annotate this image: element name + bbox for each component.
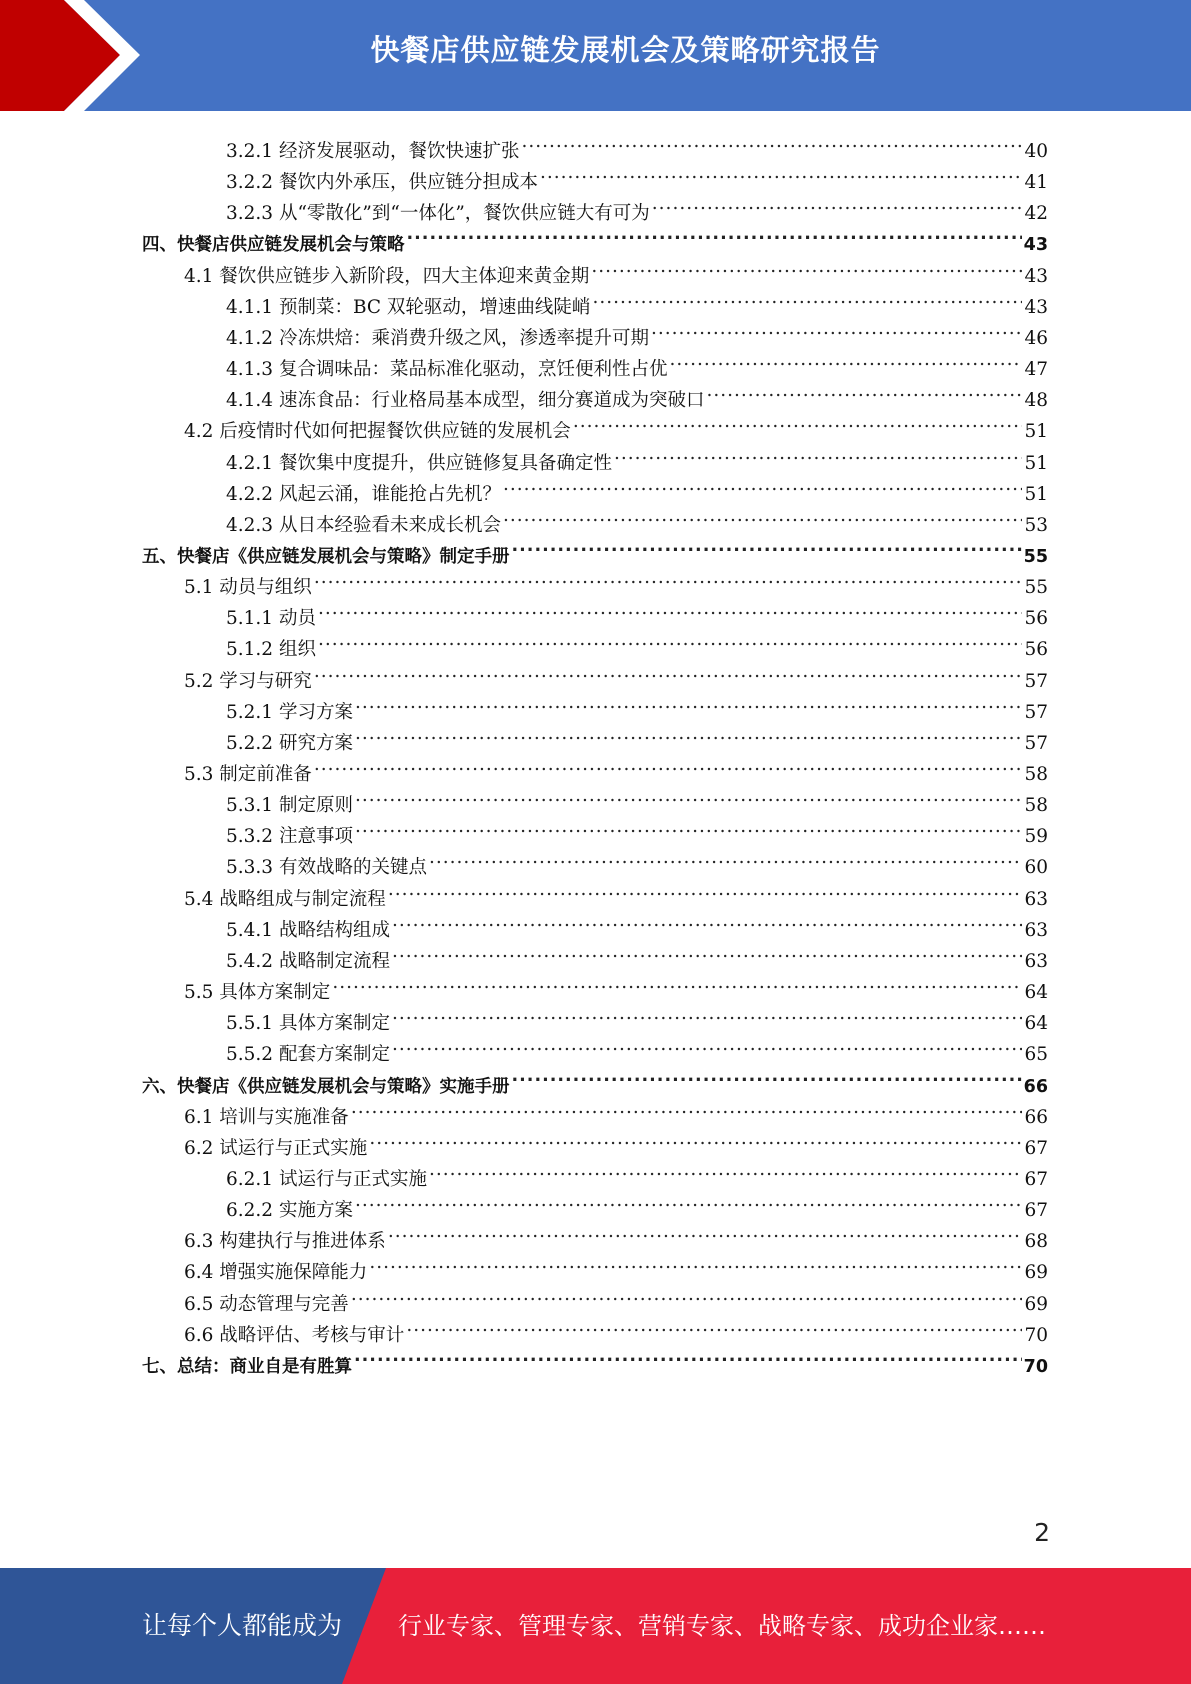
dot-leader bbox=[503, 500, 1022, 531]
dot-leader bbox=[429, 1154, 1022, 1185]
dot-leader bbox=[512, 1061, 1022, 1092]
toc-entry[interactable] bbox=[184, 1247, 1048, 1284]
dot-leader bbox=[406, 1310, 1022, 1341]
toc-entry-label: 4.2 后疫情时代如何把握餐饮供应链的发展机会 bbox=[184, 421, 571, 443]
toc-entry-page: 63 bbox=[1024, 950, 1048, 972]
toc-entry-label: 五、快餐店《供应链发展机会与策略》制定手册 bbox=[142, 546, 510, 567]
toc-entry-page: 58 bbox=[1024, 764, 1048, 785]
toc-entry-page: 70 bbox=[1023, 1356, 1048, 1377]
toc-entry-label: 6.2.2 实施方案 bbox=[226, 1200, 353, 1222]
dot-leader bbox=[512, 531, 1022, 562]
dot-leader bbox=[351, 1092, 1023, 1123]
toc-entry-page: 43 bbox=[1024, 296, 1048, 318]
toc-entry-page: 51 bbox=[1024, 452, 1048, 474]
dot-leader bbox=[669, 344, 1022, 375]
toc-entry-page: 67 bbox=[1024, 1168, 1048, 1190]
dot-leader bbox=[429, 842, 1022, 873]
toc-entry-page: 55 bbox=[1023, 546, 1048, 567]
toc-entry[interactable] bbox=[226, 282, 1048, 318]
toc-entry-page: 63 bbox=[1024, 888, 1048, 910]
page-number: 2 bbox=[1034, 1518, 1050, 1547]
toc-entry-label: 4.1.1 预制菜：BC 双轮驱动，增速曲线陡峭 bbox=[226, 296, 591, 318]
toc-entry-label: 3.2.1 经济发展驱动，餐饮快速扩张 bbox=[226, 141, 520, 162]
dot-leader bbox=[354, 1341, 1022, 1372]
toc-entry-page: 67 bbox=[1024, 1200, 1048, 1222]
toc-entry[interactable] bbox=[226, 157, 1048, 194]
toc-entry-label: 5.4.1 战略结构组成 bbox=[226, 919, 390, 941]
toc-entry-label: 5.1 动员与组织 bbox=[184, 577, 312, 599]
toc-entry-page: 67 bbox=[1024, 1137, 1048, 1159]
dot-leader bbox=[355, 780, 1023, 811]
toc-entry[interactable] bbox=[184, 1310, 1048, 1346]
dot-leader bbox=[388, 1216, 1023, 1247]
toc-entry[interactable] bbox=[226, 375, 1048, 412]
toc-entry-page: 47 bbox=[1024, 359, 1048, 381]
footer-slogan-right: 行业专家、管理专家、营销专家、战略专家、成功企业家…… bbox=[398, 1612, 1046, 1640]
toc-entry-label: 5.4.2 战略制定流程 bbox=[226, 950, 390, 972]
toc-entry-page: 56 bbox=[1024, 639, 1048, 661]
toc-entry-label: 4.1.3 复合调味品：菜品标准化驱动，烹饪便利性占优 bbox=[226, 359, 668, 381]
dot-leader bbox=[521, 126, 1022, 157]
toc-entry[interactable] bbox=[226, 126, 1048, 162]
toc-entry-page: 69 bbox=[1024, 1293, 1048, 1315]
toc-entry[interactable] bbox=[142, 1061, 1048, 1097]
toc-entry[interactable] bbox=[142, 1341, 1048, 1377]
dot-leader bbox=[614, 438, 1022, 469]
toc-entry-page: 64 bbox=[1024, 982, 1048, 1004]
toc-entry-page: 51 bbox=[1024, 483, 1048, 505]
toc-entry-label: 5.1.2 组织 bbox=[226, 639, 316, 661]
toc-entry-page: 46 bbox=[1024, 327, 1048, 349]
toc-entry-page: 64 bbox=[1024, 1013, 1048, 1035]
toc-entry-label: 5.4 战略组成与制定流程 bbox=[184, 888, 386, 910]
toc-entry-label: 5.2 学习与研究 bbox=[184, 670, 312, 692]
toc-entry-label: 5.3.1 制定原则 bbox=[226, 795, 353, 817]
dot-leader bbox=[651, 313, 1022, 344]
toc-entry-label: 4.2.3 从日本经验看未来成长机会 bbox=[226, 514, 501, 536]
toc-entry-label: 6.1 培训与实施准备 bbox=[184, 1106, 349, 1128]
toc-entry-label: 4.2.1 餐饮集中度提升，供应链修复具备确定性 bbox=[226, 452, 612, 474]
toc-entry-label: 4.1 餐饮供应链步入新阶段，四大主体迎来黄金期 bbox=[184, 265, 590, 287]
toc-entry-page: 43 bbox=[1024, 265, 1048, 287]
toc-entry-label: 5.3 制定前准备 bbox=[184, 764, 312, 785]
dot-leader bbox=[503, 469, 1022, 500]
report-title: 快餐店供应链发展机会及策略研究报告 bbox=[370, 33, 881, 67]
toc-entry-page: 66 bbox=[1024, 1106, 1048, 1128]
toc-entry-label: 4.1.4 速冻食品：行业格局基本成型，细分赛道成为突破口 bbox=[226, 390, 705, 412]
dot-leader bbox=[592, 282, 1022, 313]
toc-entry[interactable] bbox=[184, 1123, 1048, 1159]
dot-leader bbox=[392, 998, 1022, 1029]
toc-entry[interactable] bbox=[184, 562, 1048, 599]
toc-entry-label: 6.3 构建执行与推进体系 bbox=[184, 1231, 386, 1253]
toc-entry-label: 3.2.3 从“零散化”到“一体化”，餐饮供应链大有可为 bbox=[226, 203, 650, 225]
toc-entry[interactable] bbox=[226, 687, 1048, 723]
toc-entry-label: 5.3.2 注意事项 bbox=[226, 826, 353, 848]
dot-leader bbox=[369, 1247, 1022, 1278]
dot-leader bbox=[355, 1185, 1023, 1216]
toc-entry[interactable] bbox=[226, 842, 1048, 879]
toc-entry-page: 59 bbox=[1024, 826, 1048, 848]
dot-leader bbox=[355, 811, 1023, 842]
toc-entry-page: 53 bbox=[1024, 514, 1048, 536]
toc-entry[interactable] bbox=[184, 656, 1048, 692]
toc-entry[interactable] bbox=[226, 1029, 1048, 1066]
toc-entry[interactable] bbox=[226, 593, 1048, 630]
toc-entry[interactable] bbox=[226, 313, 1048, 349]
toc-entry-page: 57 bbox=[1024, 670, 1048, 692]
toc-entry-page: 56 bbox=[1024, 608, 1048, 630]
toc-entry-page: 48 bbox=[1024, 390, 1048, 412]
dot-leader bbox=[388, 874, 1023, 905]
page-footer bbox=[0, 1568, 1191, 1684]
toc-entry-label: 5.5 具体方案制定 bbox=[184, 982, 331, 1004]
toc-entry[interactable] bbox=[226, 500, 1048, 536]
dot-leader bbox=[392, 1029, 1022, 1060]
toc-entry[interactable] bbox=[142, 219, 1048, 256]
toc-entry-page: 66 bbox=[1023, 1076, 1048, 1097]
toc-entry-page: 51 bbox=[1024, 421, 1048, 443]
toc-entry-label: 6.4 增强实施保障能力 bbox=[184, 1262, 368, 1284]
toc-entry-label: 6.6 战略评估、考核与审计 bbox=[184, 1324, 405, 1346]
dot-leader bbox=[369, 1123, 1022, 1154]
toc-entry-label: 5.2.2 研究方案 bbox=[226, 732, 353, 754]
toc-entry[interactable] bbox=[184, 749, 1048, 785]
toc-entry-label: 七、总结：商业自是有胜算 bbox=[142, 1356, 352, 1377]
dot-leader bbox=[314, 749, 1023, 780]
toc-entry-page: 41 bbox=[1024, 172, 1048, 194]
dot-leader bbox=[314, 562, 1023, 593]
toc-entry[interactable] bbox=[226, 1185, 1048, 1222]
toc-entry-page: 60 bbox=[1024, 857, 1048, 879]
toc-entry[interactable] bbox=[184, 251, 1048, 287]
toc-entry[interactable] bbox=[226, 624, 1048, 661]
toc-entry-label: 5.2.1 学习方案 bbox=[226, 701, 353, 723]
toc-entry-label: 4.2.2 风起云涌，谁能抢占先机？ bbox=[226, 483, 501, 505]
dot-leader bbox=[652, 188, 1023, 219]
toc-entry-page: 42 bbox=[1024, 203, 1048, 225]
toc-entry[interactable] bbox=[184, 1279, 1048, 1315]
toc-entry[interactable] bbox=[226, 936, 1048, 972]
toc-entry[interactable] bbox=[226, 811, 1048, 848]
toc-entry-page: 58 bbox=[1024, 795, 1048, 817]
toc-entry-page: 63 bbox=[1024, 919, 1048, 941]
dot-leader bbox=[540, 157, 1022, 188]
toc-entry-label: 四、快餐店供应链发展机会与策略 bbox=[142, 235, 405, 256]
toc-entry[interactable] bbox=[184, 967, 1048, 1004]
dot-leader bbox=[318, 624, 1023, 655]
toc-entry-label: 六、快餐店《供应链发展机会与策略》实施手册 bbox=[142, 1076, 510, 1097]
toc-entry[interactable] bbox=[226, 188, 1048, 225]
dot-leader bbox=[332, 967, 1022, 998]
toc-entry[interactable] bbox=[226, 469, 1048, 505]
toc-entry[interactable] bbox=[226, 998, 1048, 1035]
toc-entry-page: 57 bbox=[1024, 732, 1048, 754]
toc-entry-label: 3.2.2 餐饮内外承压，供应链分担成本 bbox=[226, 172, 538, 194]
toc-entry[interactable] bbox=[226, 718, 1048, 754]
dot-leader bbox=[706, 375, 1022, 406]
toc-entry[interactable] bbox=[184, 406, 1048, 443]
toc-entry[interactable] bbox=[226, 905, 1048, 941]
toc-entry-page: 43 bbox=[1023, 235, 1048, 256]
toc-entry[interactable] bbox=[184, 1216, 1048, 1253]
toc-entry[interactable] bbox=[226, 780, 1048, 817]
toc-entry-label: 5.5.1 具体方案制定 bbox=[226, 1013, 390, 1035]
toc-entry-page: 69 bbox=[1024, 1262, 1048, 1284]
dot-leader bbox=[351, 1279, 1023, 1310]
dot-leader bbox=[392, 905, 1022, 936]
toc-entry-page: 68 bbox=[1024, 1231, 1048, 1253]
toc-entry-page: 55 bbox=[1024, 577, 1048, 599]
toc-entry[interactable] bbox=[226, 438, 1048, 474]
toc-entry-label: 5.5.2 配套方案制定 bbox=[226, 1044, 390, 1066]
toc-entry[interactable] bbox=[142, 531, 1048, 567]
toc-entry-label: 5.3.3 有效战略的关键点 bbox=[226, 857, 427, 879]
dot-leader bbox=[355, 687, 1023, 718]
dot-leader bbox=[573, 406, 1023, 437]
toc-entry[interactable] bbox=[226, 344, 1048, 381]
page-header bbox=[0, 0, 1191, 111]
toc-entry-label: 6.2 试运行与正式实施 bbox=[184, 1137, 368, 1159]
footer-slogan-left: 让每个人都能成为 bbox=[142, 1611, 343, 1640]
dot-leader bbox=[355, 718, 1023, 749]
toc-entry-page: 65 bbox=[1024, 1044, 1048, 1066]
toc-entry-label: 6.2.1 试运行与正式实施 bbox=[226, 1168, 427, 1190]
toc-entry[interactable] bbox=[184, 874, 1048, 910]
dot-leader bbox=[314, 656, 1023, 687]
dot-leader bbox=[318, 593, 1023, 624]
toc-entry-label: 5.1.1 动员 bbox=[226, 608, 316, 630]
dot-leader bbox=[591, 251, 1022, 282]
toc-entry-page: 57 bbox=[1024, 701, 1048, 723]
dot-leader bbox=[392, 936, 1022, 967]
toc-entry-page: 40 bbox=[1024, 141, 1048, 162]
toc-entry-page: 70 bbox=[1024, 1324, 1048, 1346]
toc-entry[interactable] bbox=[226, 1154, 1048, 1190]
toc-entry-label: 4.1.2 冷冻烘焙：乘消费升级之风，渗透率提升可期 bbox=[226, 327, 649, 349]
toc-entry[interactable] bbox=[184, 1092, 1048, 1128]
toc-entry-label: 6.5 动态管理与完善 bbox=[184, 1293, 349, 1315]
dot-leader bbox=[407, 219, 1022, 250]
